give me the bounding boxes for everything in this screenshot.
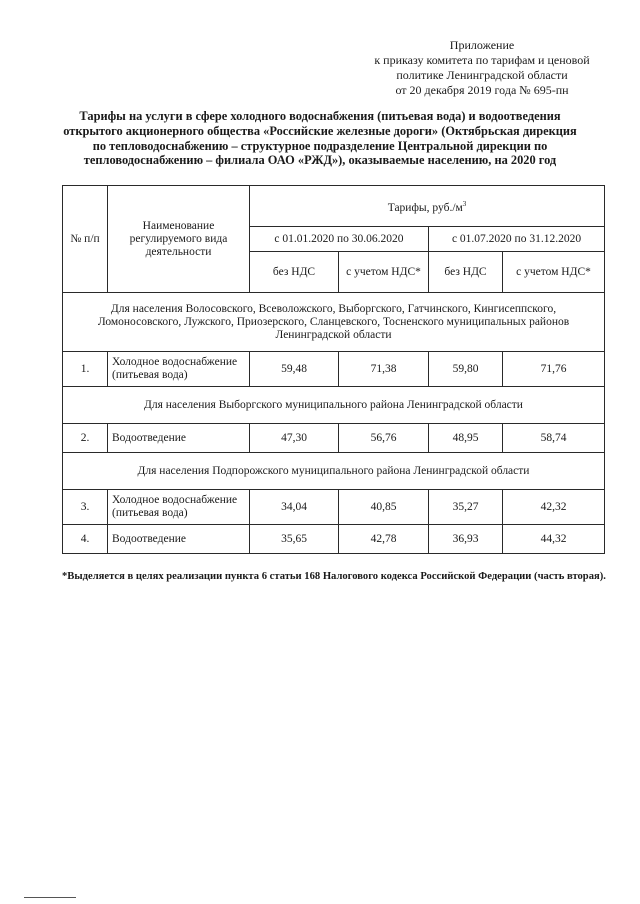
appendix-line: от 20 декабря 2019 года № 695-пн [395,83,569,97]
group-title: Для населения Подпорожского муниципального района Ленинградской области [63,453,605,490]
row-value: 59,48 [250,352,339,387]
row-value: 40,85 [339,490,429,525]
row-value: 58,74 [503,424,605,453]
row-name: Водоотведение [108,424,250,453]
group-title: Для населения Выборгского муниципального района Ленинградской области [63,387,605,424]
appendix-line: к приказу комитета по тарифам и ценовой [374,53,590,67]
row-value: 71,38 [339,352,429,387]
group-row [63,387,605,424]
row-value: 34,04 [250,490,339,525]
row-value: 47,30 [250,424,339,453]
row-value: 59,80 [429,352,503,387]
header-no-vat: без НДС [250,252,339,293]
header-num: № п/п [63,186,108,293]
header-period-1: с 01.01.2020 по 30.06.2020 [250,227,429,252]
appendix-line: политике Ленинградской области [396,68,568,82]
title-line: по тепловодоснабжению – структурное подразделение Центральной дирекции по [92,138,548,153]
header-with-vat: с учетом НДС* [503,252,605,293]
table-row [63,525,605,554]
row-value: 35,27 [429,490,503,525]
row-num: 1. [63,352,108,387]
row-num: 2. [63,424,108,453]
group-title: Для населения Волосовского, Всеволожского, Выборгского, Гатчинского, Кингисеппского, Ломоносовского, Лужского, Приозерского, Сланцевского, Тосненского муниципальных районов Ленинградской области [63,293,605,352]
table-row [63,352,605,387]
header-name [108,186,250,293]
group-row [63,453,605,490]
row-value: 56,76 [339,424,429,453]
row-value: 35,65 [250,525,339,554]
row-name: Водоотведение [108,525,250,554]
group-row [63,293,605,352]
row-value: 36,93 [429,525,503,554]
row-value: 71,76 [503,352,605,387]
header-tariffs [250,186,605,227]
row-value: 44,32 [503,525,605,554]
table-row [63,424,605,453]
header-period-2: с 01.07.2020 по 31.12.2020 [429,227,605,252]
row-name: Холодное водоснабжение (питьевая вода) [108,490,250,525]
header-with-vat: с учетом НДС* [339,252,429,293]
header-row [63,186,605,227]
table-row [63,490,605,525]
row-value: 42,32 [503,490,605,525]
row-name: Холодное водоснабжение (питьевая вода) [108,352,250,387]
footnote: *Выделяется в целях реализации пункта 6 статьи 168 Налогового кодекса Российской Федерации (часть вторая). [62,571,606,582]
title-line: тепловодоснабжению – филиала ОАО «РЖД»), оказываемые населению, на 2020 год [83,153,557,168]
header-name-text: Наименование регулируемого вида деятельности [129,219,228,258]
appendix-line: Приложение [449,38,515,52]
title-line: Тарифы на услуги в сфере холодного водоснабжения (питьевая вода) и водоотведения [79,109,561,123]
title-line: открытого акционерного общества «Российские железные дороги» (Октябрьская дирекция [63,123,577,138]
row-value: 42,78 [339,525,429,554]
bottom-divider [24,897,76,898]
header-tariffs-sup: 3 [462,199,467,208]
appendix-block [352,38,612,98]
row-num: 3. [63,490,108,525]
row-value: 48,95 [429,424,503,453]
header-no-vat: без НДС [429,252,503,293]
document-title [40,109,600,168]
tariffs-table [62,185,605,554]
header-tariffs-text: Тарифы, руб./м [387,201,463,214]
row-num: 4. [63,525,108,554]
